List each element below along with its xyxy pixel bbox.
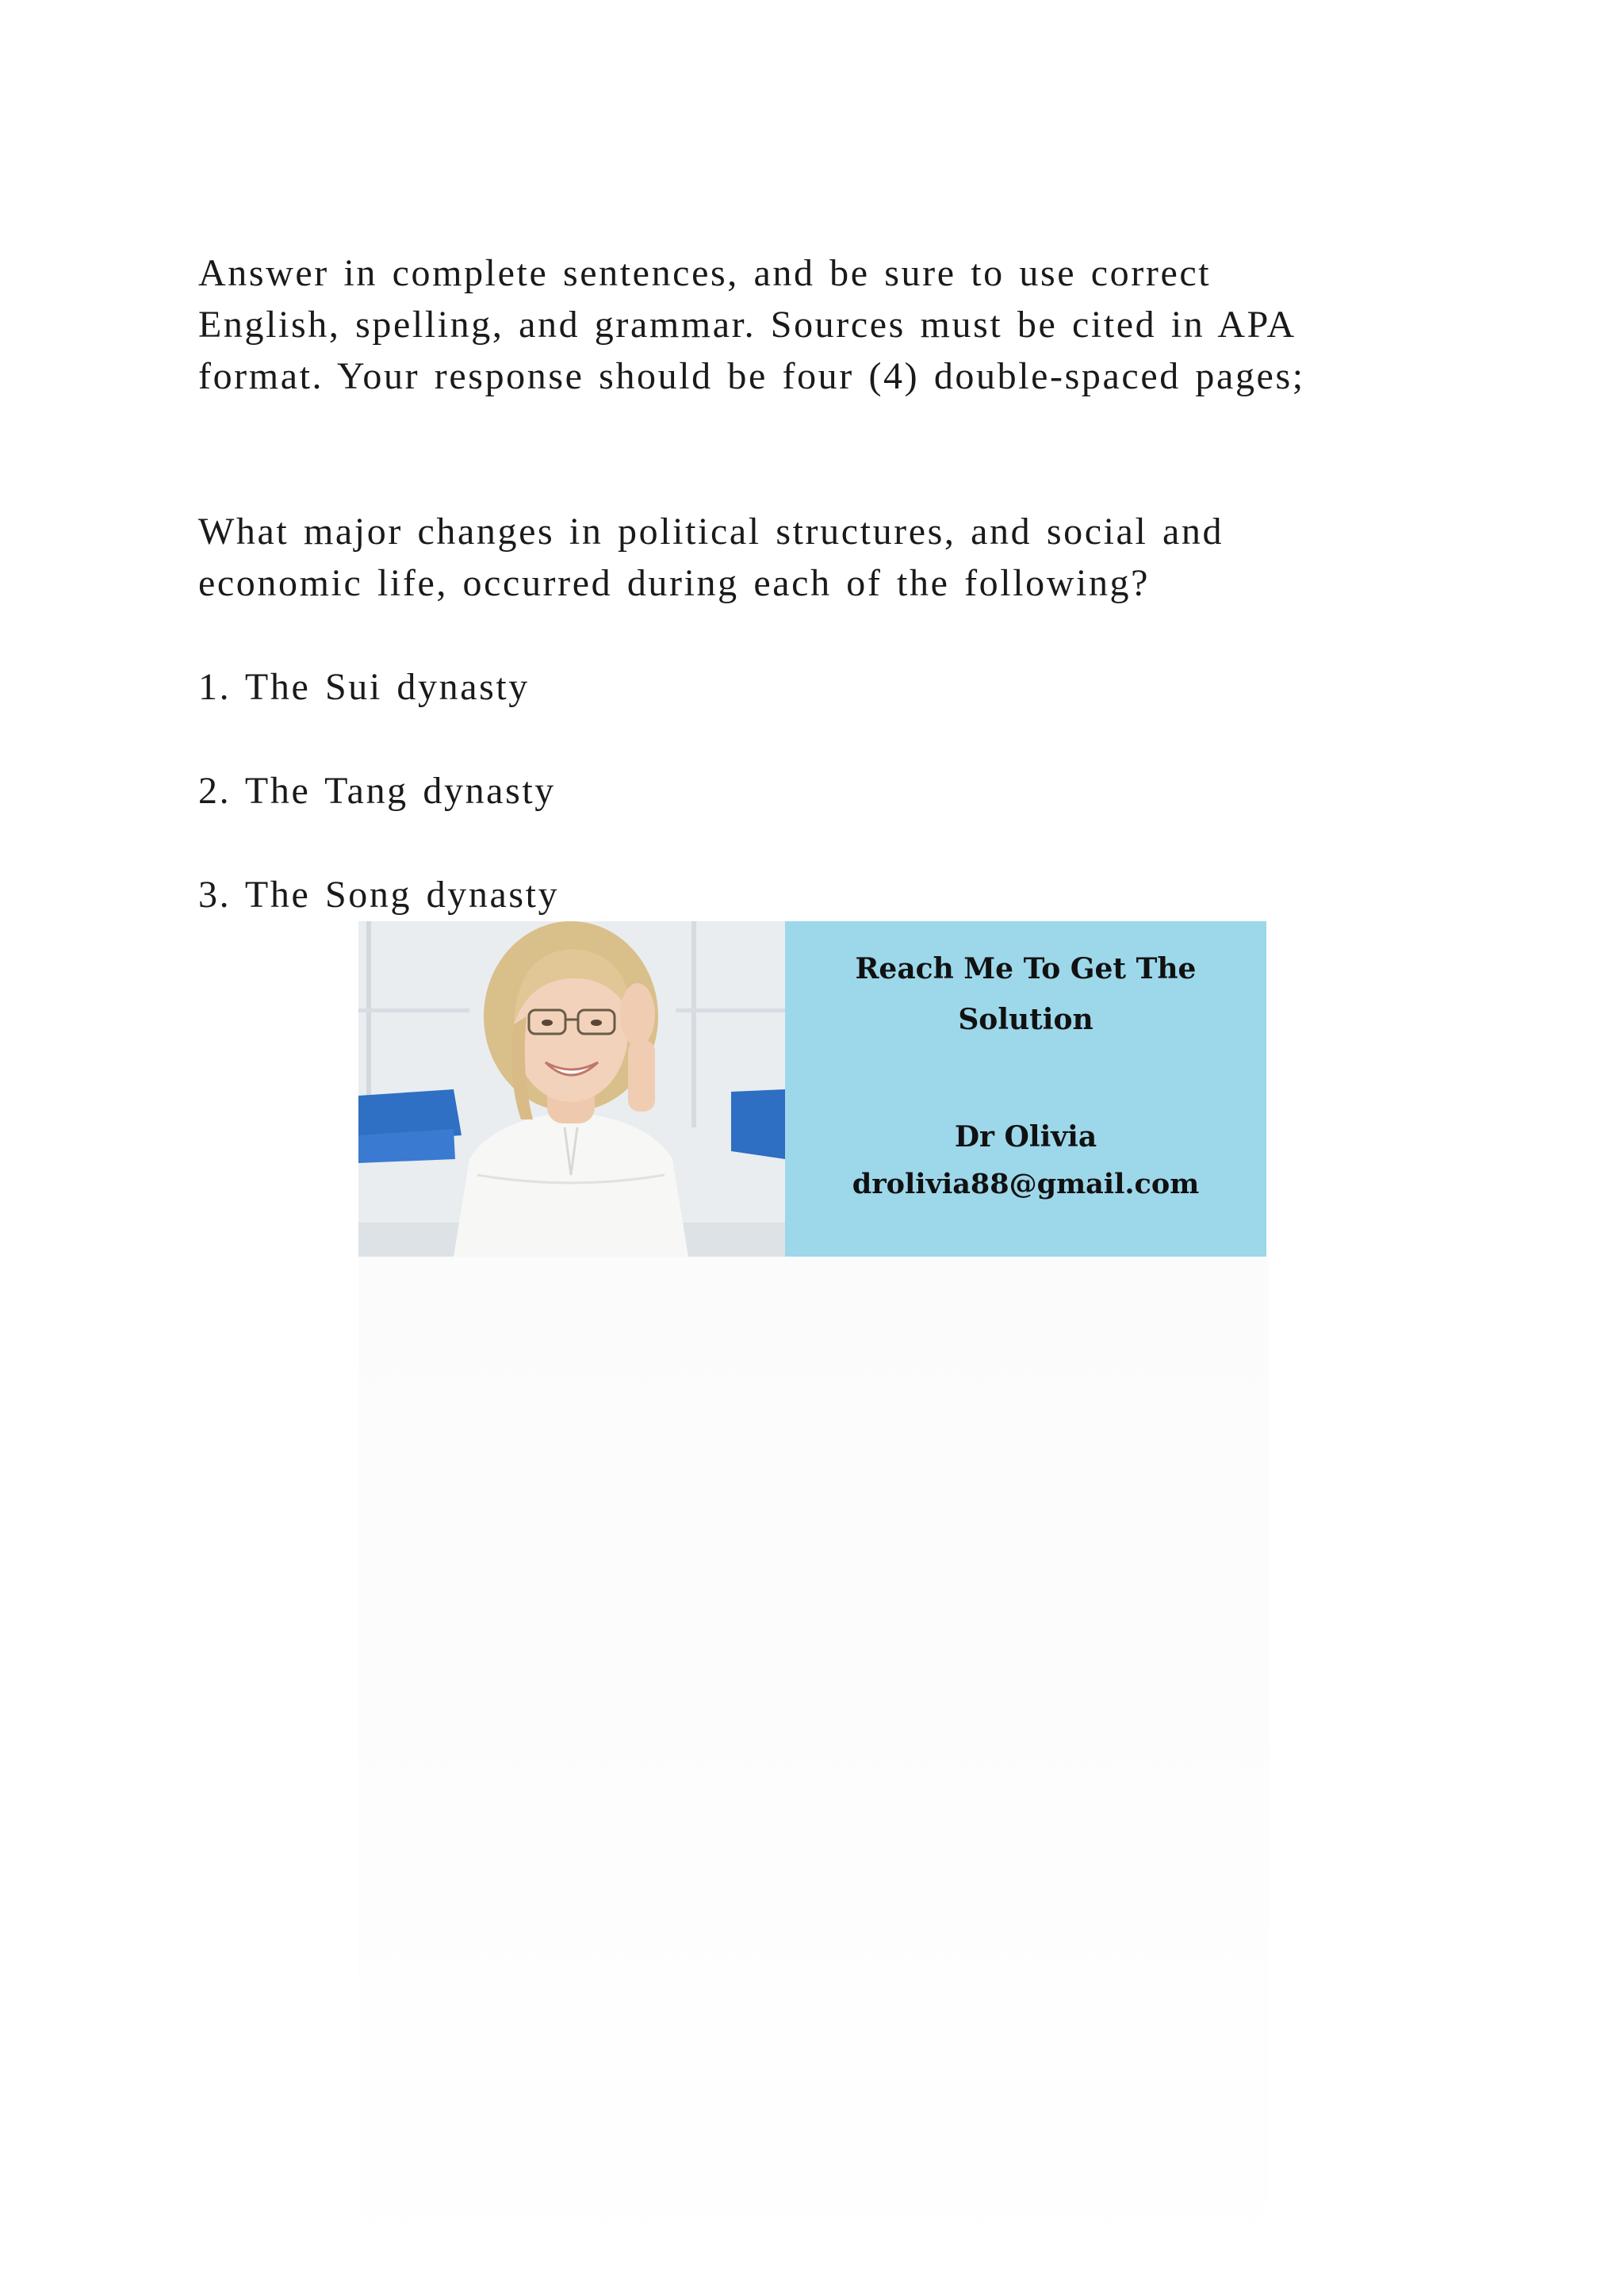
question-paragraph bbox=[198, 506, 1435, 609]
contact-info-panel bbox=[785, 921, 1266, 1257]
portrait-photo bbox=[358, 921, 785, 1257]
question-line-2: economic life, occurred during each of the following? bbox=[198, 562, 1151, 604]
list-item-sui: 1. The Sui dynasty bbox=[198, 666, 530, 708]
instructions-line-3: format. Your response should be four (4) double-spaced pages; bbox=[198, 355, 1305, 397]
contact-name: Dr Olivia bbox=[954, 1120, 1097, 1154]
banner-heading-continued: Solution bbox=[958, 1003, 1094, 1036]
background-shading bbox=[358, 1257, 1269, 2296]
list-item-tang: 2. The Tang dynasty bbox=[198, 770, 556, 812]
instructions-line-1: Answer in complete sentences, and be sure to use correct bbox=[198, 252, 1212, 294]
contact-banner bbox=[358, 921, 1266, 1257]
banner-heading: Reach Me To Get The bbox=[855, 952, 1197, 985]
instructions-line-2: English, spelling, and grammar. Sources must be cited in APA bbox=[198, 304, 1297, 346]
instructions-paragraph bbox=[198, 247, 1435, 402]
list-item bbox=[198, 869, 1435, 920]
list-item-song: 3. The Song dynasty bbox=[198, 874, 560, 916]
list-item bbox=[198, 661, 1435, 713]
woman-portrait-illustration bbox=[358, 921, 785, 1257]
question-line-1: What major changes in political structures, and social and bbox=[198, 511, 1224, 553]
list-item bbox=[198, 765, 1435, 817]
contact-email: drolivia88@gmail.com bbox=[852, 1168, 1200, 1200]
